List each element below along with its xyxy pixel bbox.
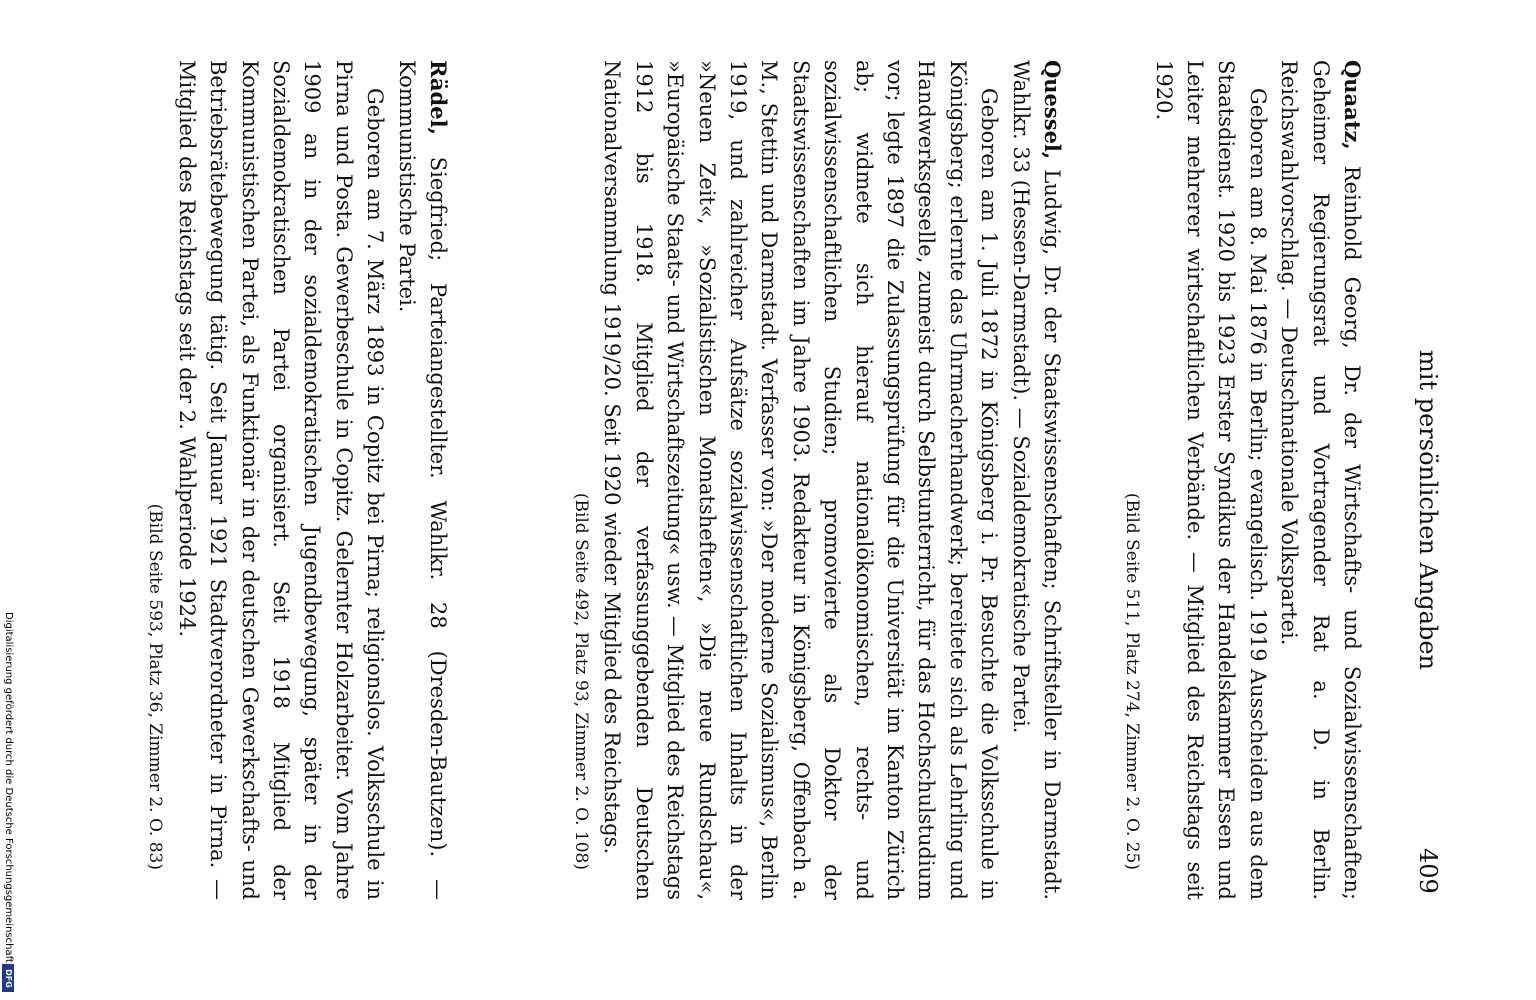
running-title: mit persönlichen Angaben bbox=[1414, 350, 1442, 670]
entry-heading bbox=[1004, 60, 1068, 900]
entry-heading bbox=[390, 60, 454, 900]
digitization-note-text: Digitalisierung gefördert durch die Deutsche Forschungsgemeinschaft bbox=[3, 612, 14, 963]
entry-heading-text: Reinhold Georg, Dr. der Wirtschafts- und Sozialwissenschaften; Geheimer Regierungsrat und Vortragender Rat a. D. in Berlin. Reichswahlvorschlag. — Deutschnationale Volkspartei. bbox=[1277, 60, 1364, 900]
entry-caption: (Bild Seite 511, Platz 274, Zimmer 2. O. 25) bbox=[1122, 492, 1143, 870]
entry-caption: (Bild Seite 492, Platz 93, Zimmer 2. O. 108) bbox=[570, 492, 591, 870]
dfg-logo-text: DFG bbox=[3, 968, 13, 988]
entry-heading-text: Siegfried; Parteiangestellter. Wahlkr. 28 (Dresden-Bautzen). — Kommunistische Partei. bbox=[394, 60, 450, 900]
entry-raedel bbox=[139, 60, 454, 900]
entry-body: Geboren am 1. Juli 1872 in Königsberg i. Pr. Besuchte die Volksschule in Königsberg; erlernte das Uhrmacherhandwerk; bereitete sich als Lehrling und Handwerksgeselle, zumeist durch Selbstunterricht, für das Hochschulstudium vor; legte 1897 die Zulassungsprüfung für die Universität im Kanton Zürich ab; widmete sich hierauf nationalökonomischen, rechts- und sozialwissenschaftlichen Studien; promovierte als Doktor der Staatswissenschaften im Jahre 1903. Redakteur in Königsberg, Offenbach a. M., Stettin und Darmstadt. Verfasser von: »Der moderne Sozialismus«, Berlin 1919, und zahlreicher Aufsätze sozialwissenschaftlichen Inhalts in der »Neuen Zeit«, »Sozialistischen Monatsheften«, »Die neue Rundschau«, »Europäische Staats- und Wirtschaftszeitung« usw. — Mitglied des Reichstags 1912 bis 1918. Mitglied der verfassunggebenden Deutschen Nationalversammlung 1919/20. Seit 1920 wieder Mitglied des Reichstags. bbox=[600, 60, 1002, 900]
entry-body: Geboren am 7. März 1893 in Copitz bei Pirna; religionslos. Volksschule in Pirna und Posta. Gewerbeschule in Copitz. Gelernter Holzarbeiter. Vom Jahre 1909 an in der sozialdemokratischen Jugendbewegung, später in der Sozialdemokratischen Partei organisiert. Seit 1918 Mitglied der Kommunistischen Partei, als Funktionär in der deutschen Gewerkschafts- und Betriebsrätebewegung tätig. Seit Januar 1921 Stadtverordneter in Pirna. — Mitglied des Reichstags seit der 2. Wahlperiode 1924. bbox=[174, 60, 388, 900]
entry-heading bbox=[1273, 60, 1368, 900]
entry-name: Rädel, bbox=[426, 60, 451, 135]
entry-quessel bbox=[565, 60, 1069, 900]
page-number: 409 bbox=[1414, 848, 1442, 894]
digitization-note bbox=[2, 612, 14, 996]
entry-name: Quaatz, bbox=[1340, 60, 1365, 150]
entry-body: Geboren am 8. Mai 1876 in Berlin; evangelisch. 1919 Ausscheiden aus dem Staatsdienst. 1920 bis 1923 Erster Syndikus der Handelskammer Essen und Leiter mehrerer wirtschaftlichen Verbände. — Mitglied des Reichstags seit 1920. bbox=[1151, 60, 1270, 900]
entry-quaatz bbox=[1116, 60, 1368, 900]
entry-name: Quessel, bbox=[1040, 60, 1065, 160]
entry-caption: (Bild Seite 593, Platz 36, Zimmer 2. O. 83) bbox=[145, 503, 166, 870]
dfg-logo bbox=[2, 964, 14, 992]
entry-heading-text: Ludwig, Dr. der Staatswissenschaften; Schriftsteller in Darmstadt. Wahlkr. 33 (Hessen-Darmstadt). — Sozialdemokratische Partei. bbox=[1008, 60, 1064, 900]
